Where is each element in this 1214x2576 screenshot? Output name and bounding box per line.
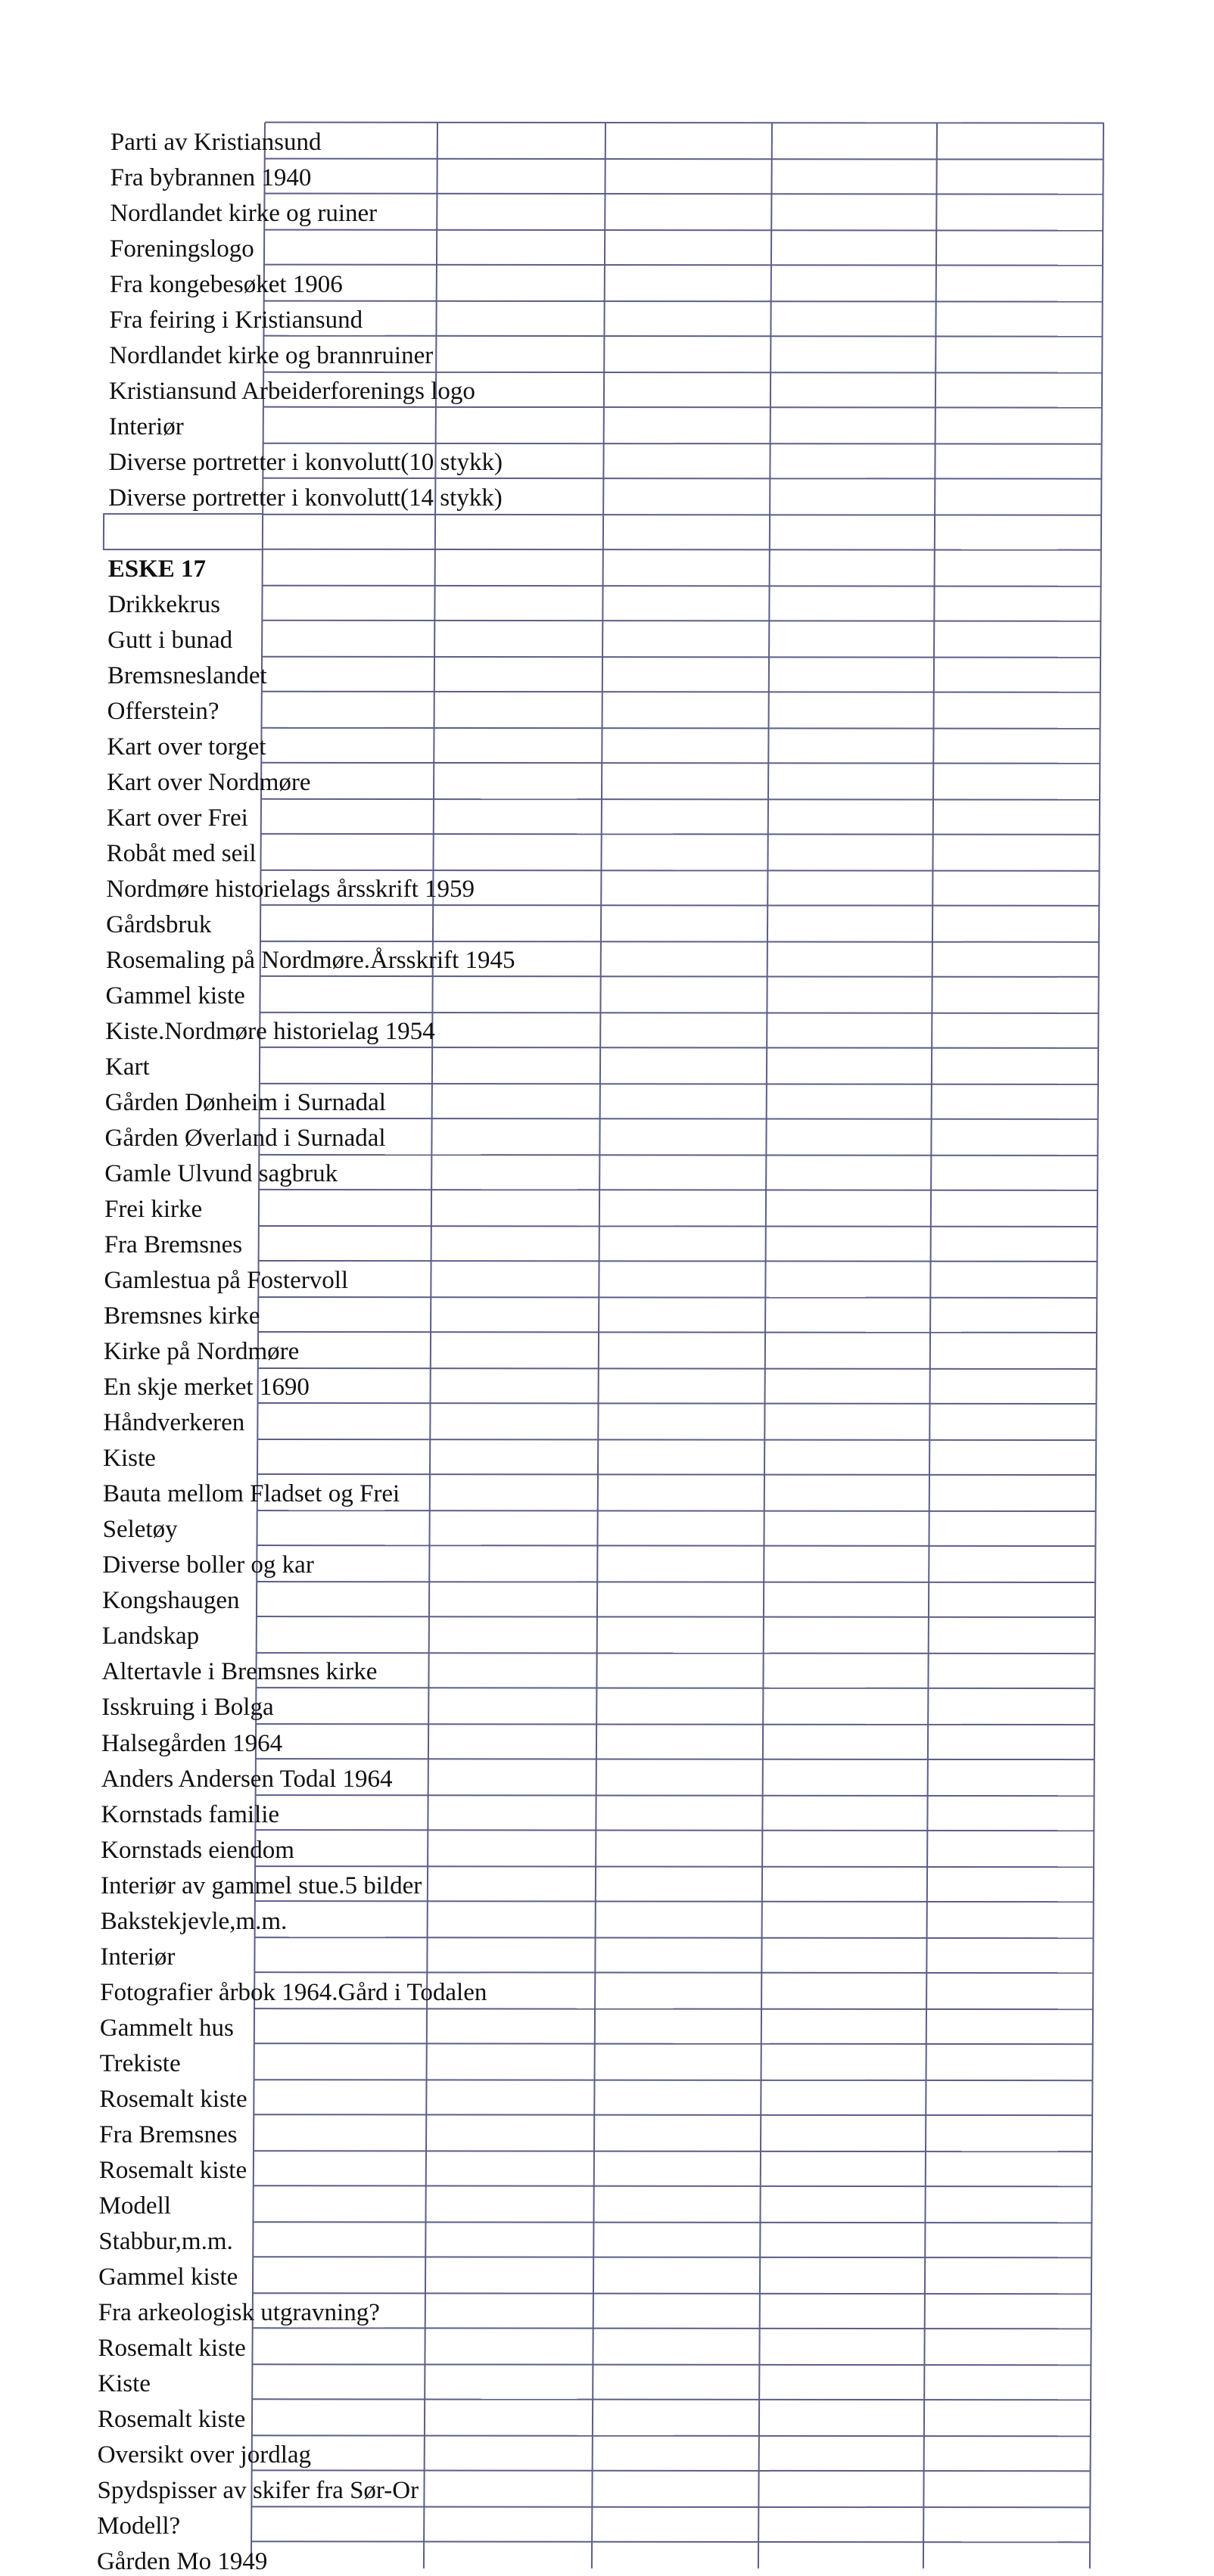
list-item: Gamle Ulvund sagbruk xyxy=(104,1160,338,1188)
row-rule xyxy=(258,1368,1097,1369)
row-rule xyxy=(253,2293,1091,2294)
list-item: Trekiste xyxy=(99,2049,181,2077)
list-item: Rosemalt kiste xyxy=(99,2085,247,2113)
row-rule xyxy=(254,2043,1093,2044)
row-rule xyxy=(259,1261,1097,1262)
list-item: Interiør xyxy=(108,413,184,441)
row-rule xyxy=(257,1510,1096,1511)
row-rule xyxy=(259,1155,1097,1156)
row-rule xyxy=(263,549,1101,550)
row-rule xyxy=(258,1332,1097,1333)
row-rule xyxy=(260,1047,1098,1048)
list-item: Gårdsbruk xyxy=(106,911,212,939)
list-item: Håndverkeren xyxy=(103,1409,245,1437)
list-item: Kristiansund Arbeiderforenings logo xyxy=(109,378,475,406)
list-item: Fra Bremsnes xyxy=(104,1231,243,1259)
row-rule xyxy=(261,763,1100,764)
row-rule xyxy=(251,2541,1090,2542)
row-rule xyxy=(264,230,1103,231)
list-item: Rosemalt kiste xyxy=(98,2334,246,2362)
section-heading: ESKE 17 xyxy=(107,555,206,583)
list-item: Frei kirke xyxy=(104,1196,203,1224)
list-item: Kart xyxy=(105,1053,150,1081)
row-rule xyxy=(263,443,1102,444)
list-item: Modell xyxy=(98,2192,171,2220)
list-item: Fra kongebesøket 1906 xyxy=(109,271,343,299)
list-item: Drikkekrus xyxy=(107,591,220,619)
row-rule xyxy=(260,1118,1098,1119)
row-rule xyxy=(260,905,1099,906)
list-item: Landskap xyxy=(101,1622,200,1650)
row-rule xyxy=(263,478,1101,479)
row-rule xyxy=(263,372,1102,373)
list-item: Diverse portretter i konvolutt(14 stykk) xyxy=(108,484,503,512)
row-rule xyxy=(257,1474,1096,1475)
list-item: Spydspisser av skifer fra Sør-Or xyxy=(97,2476,419,2504)
list-item: Oversikt over jordlag xyxy=(97,2441,312,2469)
list-item: Rosemaling på Nordmøre.Årsskrift 1945 xyxy=(105,947,515,975)
row-rule xyxy=(265,159,1103,160)
row-rule xyxy=(258,1403,1097,1404)
row-rule xyxy=(255,1937,1094,1938)
row-rule xyxy=(255,1901,1094,1902)
list-item: Interiør xyxy=(100,1943,176,1971)
list-item: Bremsnes kirke xyxy=(104,1302,260,1330)
list-item: Parti av Kristiansund xyxy=(110,129,322,156)
list-item: Rosemalt kiste xyxy=(98,2156,247,2184)
row-rule xyxy=(252,2435,1091,2436)
list-item: Bremsneslandet xyxy=(107,662,267,690)
list-item: Kiste xyxy=(103,1445,156,1473)
list-item: Altertavle i Bremsnes kirke xyxy=(101,1658,378,1686)
row-rule xyxy=(256,1724,1094,1725)
row-rule xyxy=(262,728,1100,729)
row-rule xyxy=(251,2506,1090,2507)
row-rule xyxy=(252,2470,1091,2471)
column-rule xyxy=(758,123,772,2568)
list-item: Gammelt hus xyxy=(99,2014,234,2042)
list-item: Nordlandet kirke og ruiner xyxy=(110,200,378,228)
row-rule xyxy=(255,1866,1094,1867)
list-item: Fra bybrannen 1940 xyxy=(110,164,312,192)
row-rule xyxy=(252,2399,1091,2400)
list-item: Seletøy xyxy=(102,1516,178,1544)
column-rule xyxy=(923,123,937,2568)
list-item: Kiste.Nordmøre historielag 1954 xyxy=(105,1018,435,1046)
list-item: Fra feiring i Kristiansund xyxy=(109,306,363,334)
row-rule xyxy=(254,2008,1093,2009)
list-item: Kirke på Nordmøre xyxy=(103,1338,300,1366)
row-rule xyxy=(260,976,1099,977)
list-item: Kongshaugen xyxy=(102,1587,240,1615)
row-rule xyxy=(263,407,1102,408)
list-item: Nordmøre historielags årsskrift 1959 xyxy=(106,876,475,904)
list-item: Modell? xyxy=(97,2512,181,2540)
list-item: Interiør av gammel stue.5 bilder xyxy=(100,1871,422,1899)
row-rule xyxy=(260,941,1099,942)
empty-row-box xyxy=(104,514,263,549)
row-rule xyxy=(258,1297,1097,1298)
list-item: Offerstein? xyxy=(107,698,219,726)
list-item: Diverse boller og kar xyxy=(102,1551,314,1579)
column-rule xyxy=(1090,123,1103,2568)
list-item: Gammel kiste xyxy=(105,982,245,1010)
list-item: Robåt med seil xyxy=(106,840,257,868)
list-item: Anders Andersen Todal 1964 xyxy=(101,1765,393,1793)
row-rule xyxy=(253,2222,1091,2223)
list-item: Fra arkeologisk utgravning? xyxy=(98,2298,380,2326)
list-item: Stabbur,m.m. xyxy=(98,2227,233,2255)
list-item: Foreningslogo xyxy=(110,235,254,263)
list-item: Gammel kiste xyxy=(98,2263,238,2291)
list-item: Fotografier årbok 1964.Gård i Todalen xyxy=(100,1978,487,2006)
list-item: En skje merket 1690 xyxy=(103,1374,310,1402)
row-rule xyxy=(257,1439,1096,1440)
row-rule xyxy=(260,870,1099,871)
list-item: Bakstekjevle,m.m. xyxy=(100,1907,288,1935)
row-rule xyxy=(257,1545,1095,1546)
row-rule xyxy=(264,301,1103,302)
list-item: Isskruing i Bolga xyxy=(101,1694,274,1722)
row-rule xyxy=(257,1653,1095,1654)
row-rule xyxy=(255,1830,1094,1831)
list-item: Kiste xyxy=(98,2369,151,2397)
row-rule xyxy=(261,834,1100,835)
list-item: Rosemalt kiste xyxy=(98,2405,246,2433)
row-rule xyxy=(256,1795,1094,1796)
row-rule xyxy=(261,799,1100,800)
row-rule xyxy=(252,2364,1091,2365)
list-item: Gutt i bunad xyxy=(107,627,233,655)
row-rule xyxy=(263,336,1102,337)
row-rule xyxy=(254,2114,1092,2115)
list-item: Gården Dønheim i Surnadal xyxy=(104,1089,386,1117)
list-item: Kornstads eiendom xyxy=(101,1836,294,1864)
list-item: Fra Bremsnes xyxy=(99,2120,238,2148)
list-item: Gården Øverland i Surnadal xyxy=(104,1125,386,1153)
row-rule xyxy=(262,657,1100,658)
list-item: Kart over Frei xyxy=(106,804,248,832)
list-item: Nordlandet kirke og brannruiner xyxy=(109,342,434,370)
list-item: Gården Mo 1949 xyxy=(96,2547,268,2575)
list-item: Kart over torget xyxy=(107,733,266,761)
list-item: Gamlestua på Fostervoll xyxy=(104,1267,349,1295)
row-rule xyxy=(264,265,1103,266)
list-item: Halsegården 1964 xyxy=(101,1729,283,1757)
list-item: Diverse portretter i konvolutt(10 stykk) xyxy=(108,449,503,477)
list-item: Bauta mellom Fladset og Frei xyxy=(102,1480,400,1508)
list-item: Kornstads familie xyxy=(101,1800,280,1828)
list-item: Kart over Nordmøre xyxy=(107,769,311,797)
row-rule xyxy=(257,1616,1095,1617)
row-rule xyxy=(259,1226,1097,1227)
row-rule xyxy=(253,2328,1091,2329)
row-rule xyxy=(254,1972,1093,1973)
column-rule xyxy=(592,123,605,2568)
